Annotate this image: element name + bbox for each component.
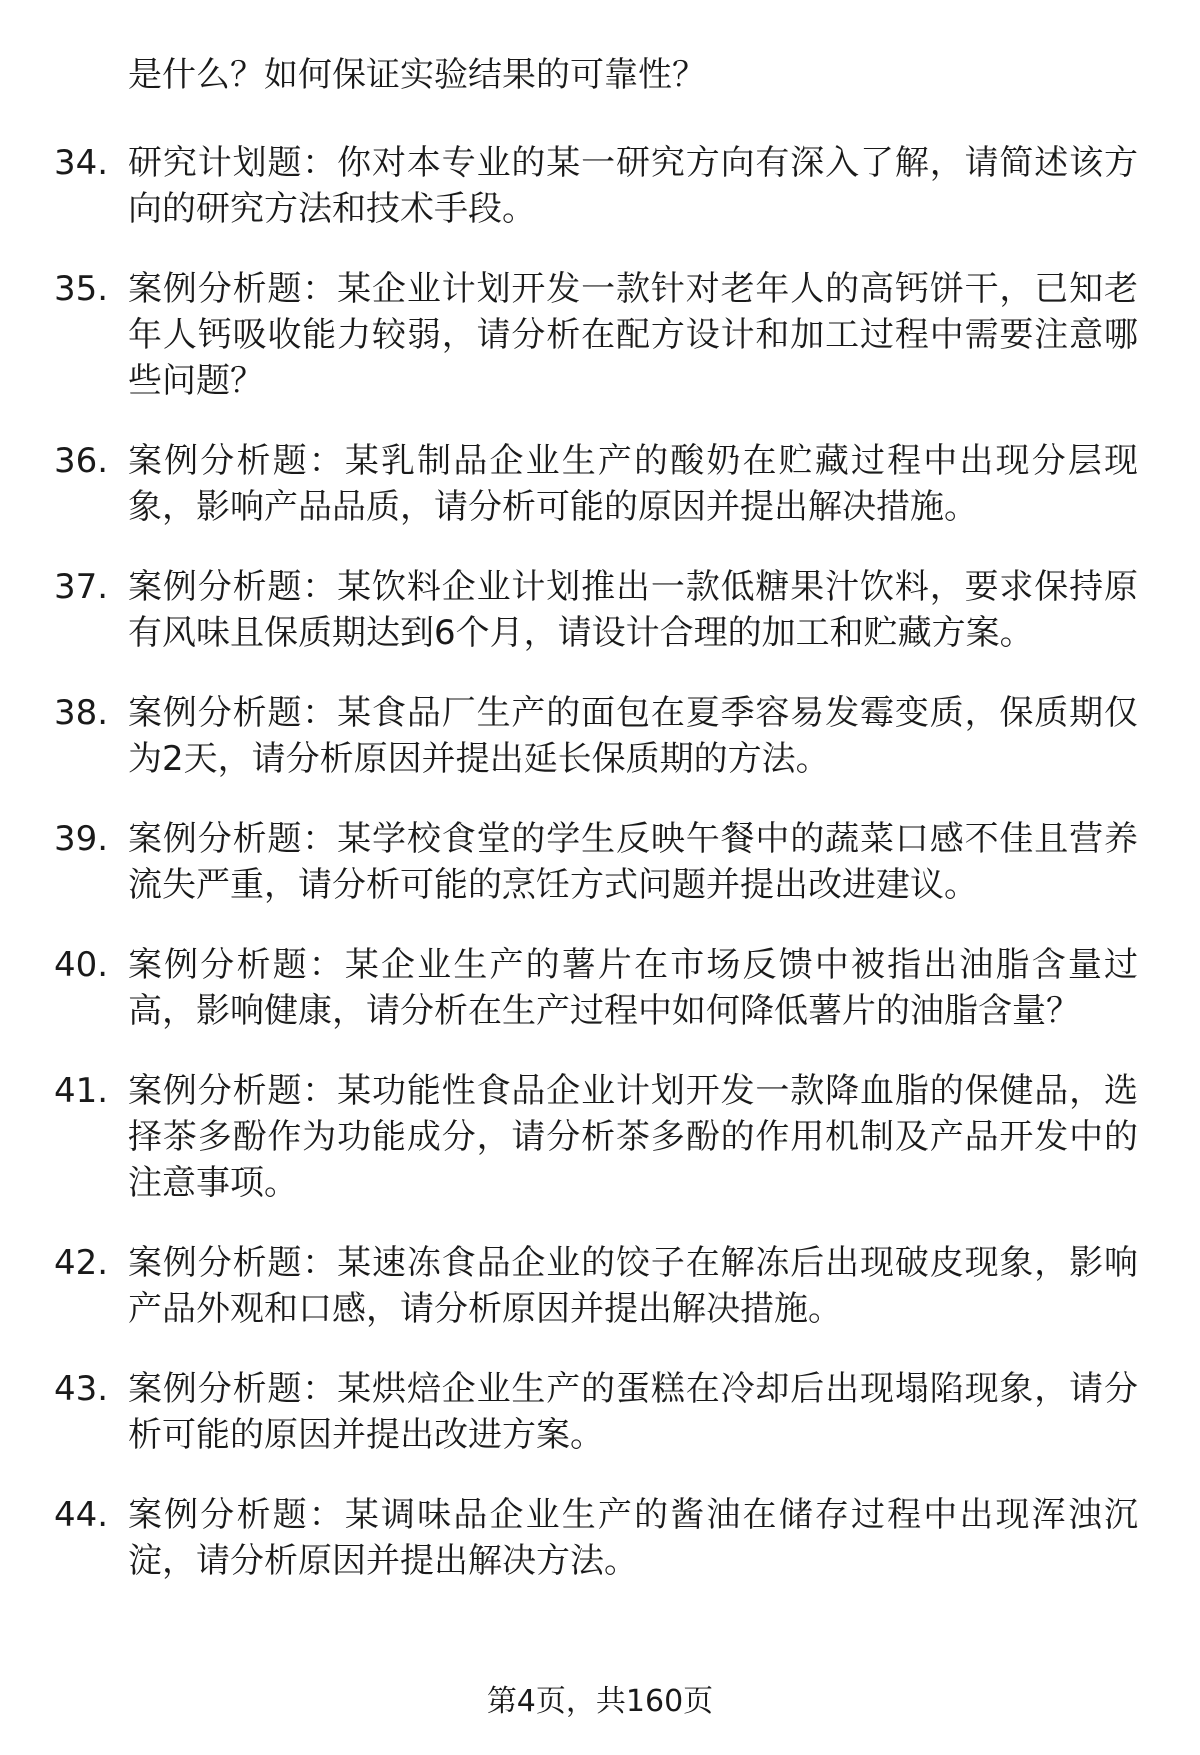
question-item (0, 1240, 1200, 1332)
question-number: 34. (54, 143, 109, 183)
question-item (0, 816, 1200, 908)
continued-question-text: 是什么？如何保证实验结果的可靠性？ (128, 55, 706, 95)
question-item (0, 1068, 1200, 1206)
question-text: 案例分析题：某食品厂生产的面包在夏季容易发霉变质，保质期仅为2天，请分析原因并提出延长保质期的方法。 (128, 693, 1138, 779)
question-number: 37. (54, 567, 109, 607)
question-text: 案例分析题：某饮料企业计划推出一款低糖果汁饮料，要求保持原有风味且保质期达到6个月，请设计合理的加工和贮藏方案。 (128, 567, 1138, 653)
question-item (0, 1366, 1200, 1458)
question-number: 36. (54, 441, 109, 481)
question-text: 案例分析题：某乳制品企业生产的酸奶在贮藏过程中出现分层现象，影响产品品质，请分析可能的原因并提出解决措施。 (128, 441, 1138, 527)
question-text: 案例分析题：某速冻食品企业的饺子在解冻后出现破皮现象，影响产品外观和口感，请分析原因并提出解决措施。 (128, 1243, 1138, 1329)
question-number: 42. (54, 1243, 109, 1283)
question-item (0, 140, 1200, 232)
question-item (0, 942, 1200, 1034)
question-number: 40. (54, 945, 109, 985)
question-list (0, 140, 1200, 1618)
question-text: 案例分析题：某学校食堂的学生反映午餐中的蔬菜口感不佳且营养流失严重，请分析可能的烹饪方式问题并提出改进建议。 (128, 819, 1138, 905)
question-item (0, 690, 1200, 782)
question-item (0, 438, 1200, 530)
question-text: 案例分析题：某企业生产的薯片在市场反馈中被指出油脂含量过高，影响健康，请分析在生产过程中如何降低薯片的油脂含量？ (128, 945, 1138, 1031)
question-number: 41. (54, 1071, 109, 1111)
question-text: 研究计划题：你对本专业的某一研究方向有深入了解，请简述该方向的研究方法和技术手段。 (128, 143, 1138, 229)
question-text: 案例分析题：某企业计划开发一款针对老年人的高钙饼干，已知老年人钙吸收能力较弱，请分析在配方设计和加工过程中需要注意哪些问题？ (128, 269, 1138, 401)
question-number: 39. (54, 819, 109, 859)
question-item (0, 1492, 1200, 1584)
question-number: 35. (54, 269, 109, 309)
question-text: 案例分析题：某烘焙企业生产的蛋糕在冷却后出现塌陷现象，请分析可能的原因并提出改进方案。 (128, 1369, 1138, 1455)
page-number-footer: 第4页，共160页 (486, 1684, 714, 1719)
question-text: 案例分析题：某调味品企业生产的酱油在储存过程中出现浑浊沉淀，请分析原因并提出解决方法。 (128, 1495, 1138, 1581)
question-number: 38. (54, 693, 109, 733)
question-text: 案例分析题：某功能性食品企业计划开发一款降血脂的保健品，选择茶多酚作为功能成分，请分析茶多酚的作用机制及产品开发中的注意事项。 (128, 1071, 1138, 1203)
question-item (0, 564, 1200, 656)
question-item (0, 266, 1200, 404)
question-number: 44. (54, 1495, 109, 1535)
question-number: 43. (54, 1369, 109, 1409)
